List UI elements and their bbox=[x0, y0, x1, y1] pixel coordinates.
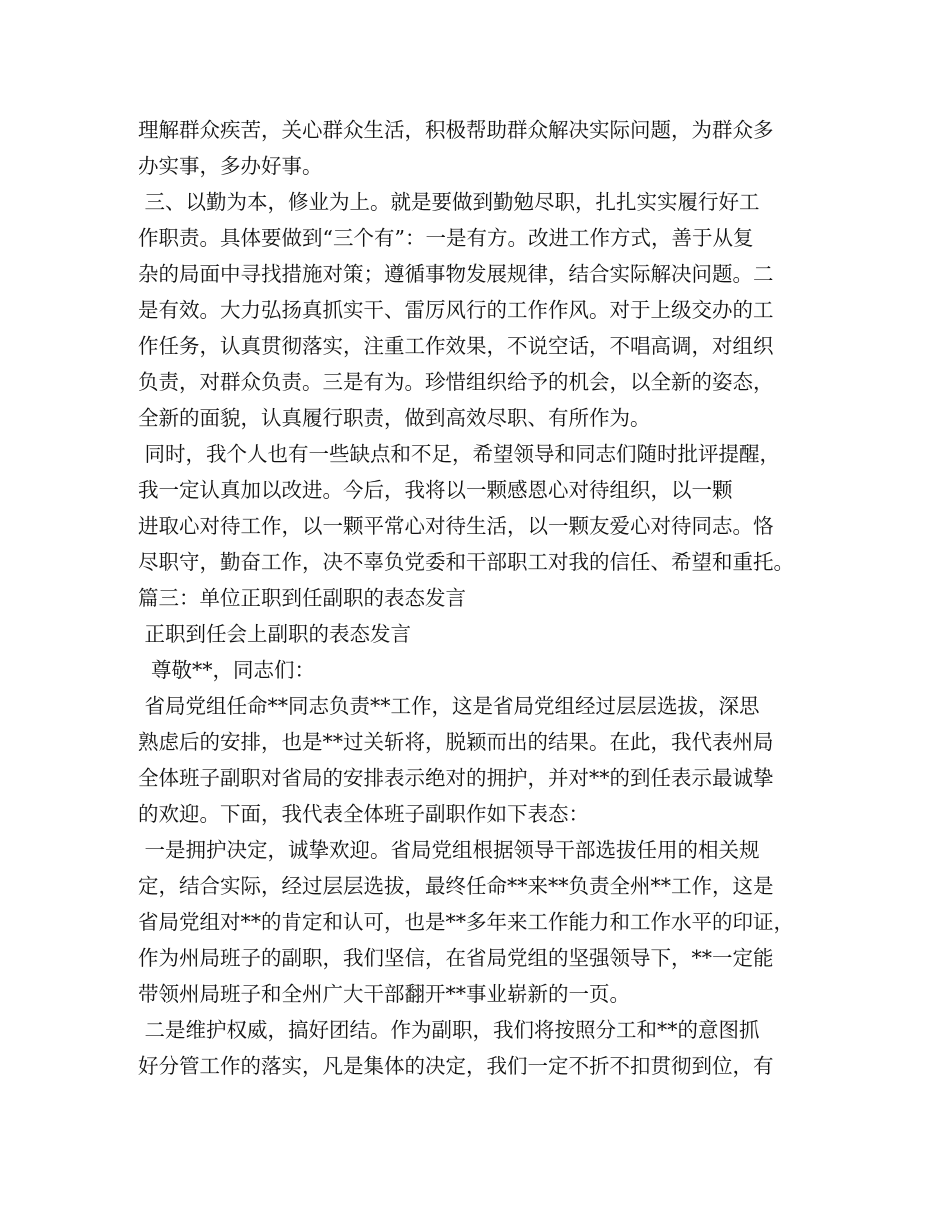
text-line: 好分管工作的落实，凡是集体的决定，我们一定不折不扣贯彻到位，有 bbox=[138, 1054, 774, 1078]
text-line: 我一定认真加以改进。今后，我将以一颗感恩心对待组织，以一颗 bbox=[138, 478, 733, 502]
text-line: 作职责。具体要做到“三个有”：一是有方。改进工作方式，善于从复 bbox=[138, 226, 754, 250]
text-line: 理解群众疾苦，关心群众生活，积极帮助群众解决实际问题，为群众多 bbox=[138, 118, 774, 142]
text-line: 带领州局班子和全州广大干部翻开**事业崭新的一页。 bbox=[138, 982, 630, 1006]
text-line: 二是维护权威，搞好团结。作为副职，我们将按照分工和**的意图抓 bbox=[138, 1018, 760, 1042]
text-line: 进取心对待工作，以一颗平常心对待生活，以一颗友爱心对待同志。恪 bbox=[138, 514, 774, 538]
speech-title: 正职到任会上副职的表态发言 bbox=[138, 622, 412, 646]
text-line: 是有效。大力弘扬真抓实干、雷厉风行的工作作风。对于上级交办的工 bbox=[138, 298, 774, 322]
text-line: 一是拥护决定，诚挚欢迎。省局党组根据领导干部选拔任用的相关规 bbox=[138, 838, 760, 862]
text-line: 熟虑后的安排，也是**过关斩将，脱颖而出的结果。在此，我代表州局 bbox=[138, 730, 774, 754]
text-line: 省局党组任命**同志负责**工作，这是省局党组经过层层选拔，深思 bbox=[138, 694, 760, 718]
text-line: 作为州局班子的副职，我们坚信，在省局党组的坚强领导下，**一定能 bbox=[138, 946, 774, 970]
text-line: 全新的面貌，认真履行职责，做到高效尽职、有所作为。 bbox=[138, 406, 651, 430]
text-line: 省局党组对**的肯定和认可，也是**多年来工作能力和工作水平的印证， bbox=[138, 910, 794, 934]
text-line: 杂的局面中寻找措施对策；遵循事物发展规律，结合实际解决问题。二 bbox=[138, 262, 774, 286]
text-line: 作任务，认真贯彻落实，注重工作效果，不说空话，不唱高调，对组织 bbox=[138, 334, 774, 358]
text-line: 三、以勤为本，修业为上。就是要做到勤勉尽职，扎扎实实履行好工 bbox=[138, 190, 760, 214]
text-line: 负责，对群众负责。三是有为。珍惜组织给予的机会，以全新的姿态， bbox=[138, 370, 774, 394]
text-line: 定，结合实际，经过层层选拔，最终任命**来**负责全州**工作，这是 bbox=[138, 874, 774, 898]
section-heading: 篇三：单位正职到任副职的表态发言 bbox=[138, 586, 466, 610]
text-line: 全体班子副职对省局的安排表示绝对的拥护，并对**的到任表示最诚挚 bbox=[138, 766, 774, 790]
text-line: 办实事，多办好事。 bbox=[138, 154, 323, 178]
text-line: 的欢迎。下面，我代表全体班子副职作如下表态： bbox=[138, 802, 589, 826]
salutation: 尊敬**，同志们： bbox=[138, 658, 316, 682]
text-line: 尽职守，勤奋工作，决不辜负党委和干部职工对我的信任、希望和重托。 bbox=[138, 550, 794, 574]
text-line: 同时，我个人也有一些缺点和不足，希望领导和同志们随时批评提醒， bbox=[138, 442, 781, 466]
